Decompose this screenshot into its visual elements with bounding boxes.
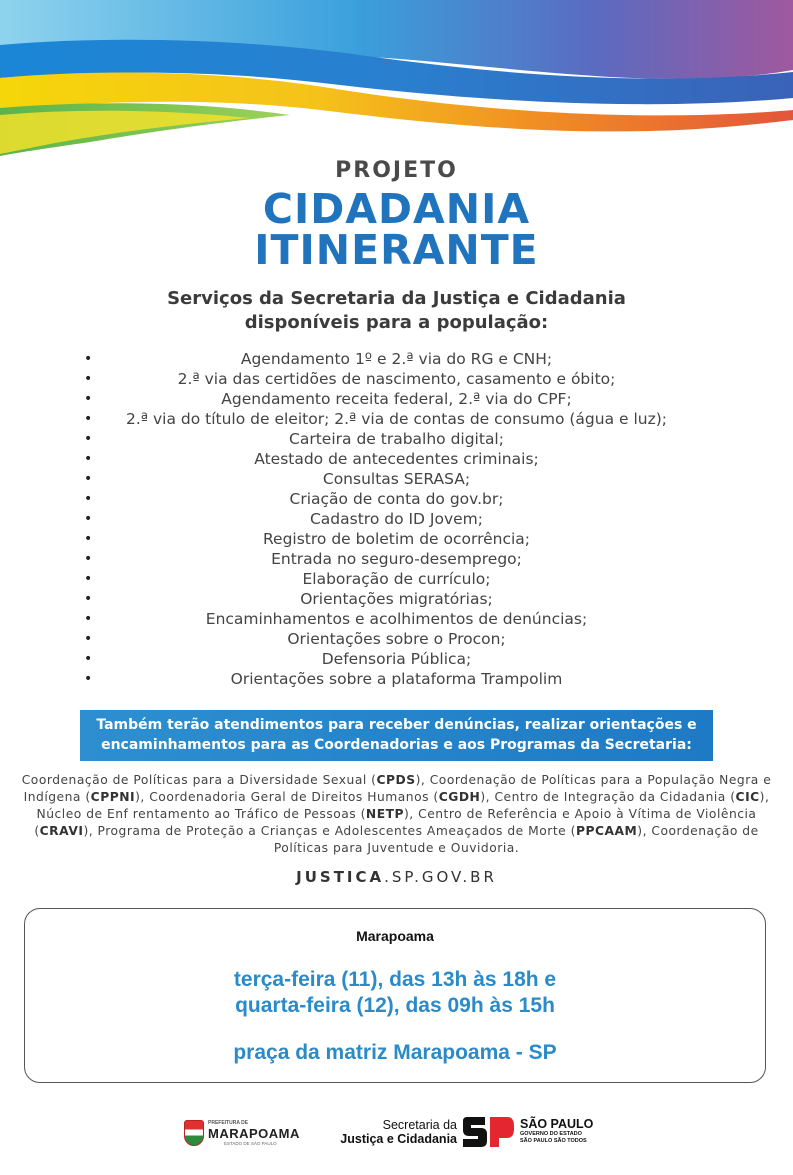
prefeitura-logo (184, 1120, 304, 1148)
orgs-text: ), Coordenação de Políticas para Juventude e Ouvidoria. (273, 824, 759, 855)
bullet-icon: • (84, 491, 93, 507)
project-title-line2: ITINERANTE (254, 226, 539, 274)
project-title-line1: CIDADANIA (262, 185, 531, 233)
bullet-icon: • (84, 371, 93, 387)
service-item (0, 469, 793, 489)
bullet-icon: • (84, 571, 93, 587)
service-label: Atestado de antecedentes criminais; (254, 450, 539, 468)
service-item (0, 389, 793, 409)
secretaria-logo-text (322, 1118, 457, 1146)
service-item (0, 609, 793, 629)
bullet-icon: • (84, 671, 93, 687)
bullet-icon: • (84, 651, 93, 667)
service-item (0, 369, 793, 389)
sp-line1: SÃO PAULO (520, 1117, 594, 1131)
bullet-icon: • (84, 591, 93, 607)
sp-line2: GOVERNO DO ESTADO (520, 1131, 582, 1137)
orgs-text: ), Coordenação de Políticas para a População Negra e Indígena ( (23, 773, 772, 804)
website-bold: JUSTICA (296, 868, 385, 886)
header-wave-graphic (0, 0, 793, 170)
bullet-icon: • (84, 611, 93, 627)
service-label: Agendamento 1º e 2.ª via do RG e CNH; (240, 350, 553, 368)
bullet-icon: • (84, 631, 93, 647)
service-label: Entrada no seguro-desemprego; (271, 550, 522, 568)
orgs-text: ), Centro de Referência e Apoio à Vítima de Violência ( (34, 807, 757, 838)
service-item (0, 429, 793, 449)
orgs-text: ), Centro de Integração da Cidadania ( (480, 790, 736, 804)
bullet-icon: • (84, 551, 93, 567)
service-label: Orientações migratórias; (300, 590, 493, 608)
service-label: 2.ª via do título de eleitor; 2.ª via de contas de consumo (água e luz); (125, 410, 668, 428)
orgs-acronym: CPDS (376, 773, 416, 787)
orgs-acronym: CRAVI (39, 824, 84, 838)
services-list (0, 349, 793, 689)
sp-line3: SÃO PAULO SÃO TODOS (520, 1138, 587, 1144)
prefeitura-small: PREFEITURA DE (208, 1120, 249, 1126)
bullet-icon: • (84, 451, 93, 467)
bullet-icon: • (84, 531, 93, 547)
orgs-text: ), Núcleo de Enf rentamento ao Tráfico de Pessoas ( (36, 790, 770, 821)
event-info-box (24, 908, 766, 1083)
service-item (0, 409, 793, 429)
service-label: 2.ª via das certidões de nascimento, casamento e óbito; (177, 370, 616, 388)
bullet-icon: • (84, 431, 93, 447)
bullet-icon: • (84, 351, 93, 367)
service-item (0, 669, 793, 689)
secretaria-line1: Secretaria da (382, 1118, 457, 1132)
service-item (0, 589, 793, 609)
service-item (0, 649, 793, 669)
project-kicker: PROJETO (335, 158, 458, 183)
sp-government-logo-text (520, 1118, 593, 1145)
service-label: Orientações sobre a plataforma Trampolim (230, 670, 563, 688)
bullet-icon: • (84, 471, 93, 487)
service-item (0, 629, 793, 649)
banner-line1: Também terão atendimentos para receber denúncias, realizar orientações e (96, 717, 697, 733)
bullet-icon: • (84, 391, 93, 407)
crest-icon (184, 1120, 204, 1146)
subtitle-line1: Serviços da Secretaria da Justiça e Cidadania (167, 288, 626, 309)
footer-logos (0, 1112, 793, 1152)
website-rest: .SP.GOV.BR (384, 868, 497, 886)
coordinations-paragraph (20, 772, 773, 857)
service-label: Consultas SERASA; (322, 470, 471, 488)
service-item (0, 449, 793, 469)
service-label: Elaboração de currículo; (302, 570, 491, 588)
event-schedule-line1: terça-feira (11), das 13h às 18h e (233, 968, 557, 991)
service-label: Carteira de trabalho digital; (289, 430, 504, 448)
website-url (0, 868, 793, 886)
event-schedule (25, 967, 765, 1019)
bullet-icon: • (84, 511, 93, 527)
bullet-icon: • (84, 411, 93, 427)
service-item (0, 509, 793, 529)
orgs-text: ), Programa de Proteção a Crianças e Adolescentes Ameaçados de Morte ( (83, 824, 576, 838)
project-header (0, 158, 793, 274)
orgs-acronym: CPPNI (90, 790, 136, 804)
service-label: Defensoria Pública; (321, 650, 472, 668)
banner-line2: encaminhamentos para as Coordenadorias e aos Programas da Secretaria: (101, 737, 692, 753)
event-location: praça da matriz Marapoama - SP (233, 1041, 557, 1064)
event-city: Marapoama (356, 928, 434, 944)
service-label: Encaminhamentos e acolhimentos de denúncias; (205, 610, 588, 628)
service-item (0, 489, 793, 509)
info-banner (80, 710, 713, 761)
service-label: Agendamento receita federal, 2.ª via do CPF; (221, 390, 572, 408)
orgs-text: Coordenação de Políticas para a Diversidade Sexual ( (21, 773, 377, 787)
service-label: Orientações sobre o Procon; (287, 630, 506, 648)
secretaria-line2: Justiça e Cidadania (340, 1132, 457, 1146)
service-item (0, 529, 793, 549)
prefeitura-name: MARAPOAMA (208, 1126, 300, 1141)
orgs-acronym: CGDH (438, 790, 481, 804)
service-label: Cadastro do ID Jovem; (309, 510, 484, 528)
service-label: Registro de boletim de ocorrência; (262, 530, 531, 548)
service-item (0, 349, 793, 369)
service-item (0, 549, 793, 569)
orgs-acronym: CIC (735, 790, 760, 804)
service-label: Criação de conta do gov.br; (289, 490, 504, 508)
sp-logo-icon (461, 1117, 515, 1147)
prefeitura-tag: ESTADO DE SÃO PAULO (224, 1141, 277, 1146)
orgs-acronym: NETP (365, 807, 404, 821)
service-item (0, 569, 793, 589)
orgs-text: ), Coordenadoria Geral de Direitos Humanos ( (135, 790, 439, 804)
subtitle-line2: disponíveis para a população: (244, 312, 549, 333)
event-schedule-line2: quarta-feira (12), das 09h às 15h (235, 994, 555, 1017)
services-subtitle (0, 287, 793, 335)
orgs-acronym: PPCAAM (575, 824, 638, 838)
